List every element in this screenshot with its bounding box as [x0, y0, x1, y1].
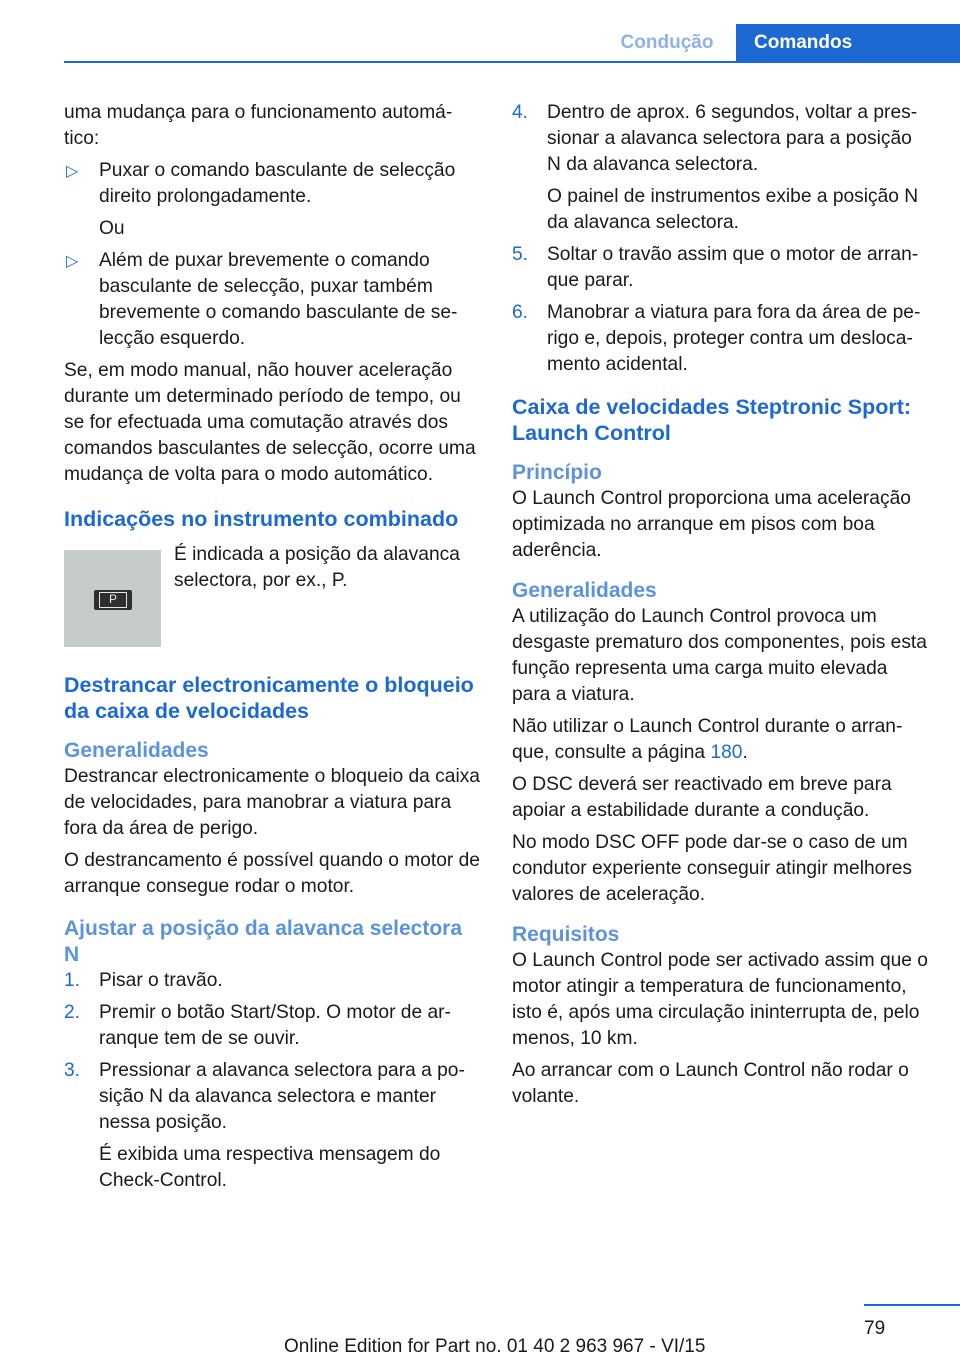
subheading-requisitos: Requisitos — [512, 923, 620, 946]
gear-letter: P — [99, 592, 127, 608]
bullet-list — [64, 248, 480, 352]
section-tab-conducao[interactable]: Condução — [620, 32, 714, 53]
paragraph-text: Não utilizar o Launch Control durante o arranque, consulte a página — [512, 716, 903, 763]
step-note: É exibida uma respectiva mensagem do Check-Control. — [99, 1144, 441, 1191]
subheading-generalidades: Generalidades — [512, 579, 657, 602]
heading-destrancar: Destrancar electronicamente o bloqueio da caixa de velocidades — [64, 673, 474, 723]
list-item — [64, 1058, 480, 1136]
step-note: O painel de instrumentos exibe a posição N da alavanca selectora. — [547, 186, 919, 233]
bullet-text: Puxar o comando basculante de selecção direito prolongadamente. — [99, 160, 456, 207]
step-number: 3. — [64, 1060, 81, 1081]
indicator-block — [64, 542, 480, 652]
subheading-generalidades: Generalidades — [64, 739, 209, 762]
heading-indicacoes: Indicações no instrumento combinado — [64, 507, 459, 531]
bullet-list — [64, 158, 480, 210]
intro-text: uma mudança para o funcionamento automático: — [64, 102, 453, 149]
steps-list — [512, 242, 930, 378]
list-item — [512, 100, 930, 178]
bullet-text: Além de puxar brevemente o comando basculante de selecção, puxar também brevemente o comando basculante de selecção esquerdo. — [99, 250, 458, 349]
step-text: Manobrar a viatura para fora da área de perigo e, depois, proteger contra um deslocamento acidental. — [547, 302, 921, 375]
page-header — [0, 0, 960, 62]
manual-paragraph: Se, em modo manual, não houver aceleração durante um determinado período de tempo, ou se for efectuada uma comutação através dos comandos basculantes de selecção, ocorre uma mudança de volta para o modo automático. — [64, 360, 476, 485]
heading-launch-control: Caixa de velocidades Steptronic Sport: Launch Control — [512, 395, 912, 445]
edition-text: Online Edition for Part no. 01 40 2 963 967 - VI/15 — [284, 1336, 706, 1357]
steps-list — [512, 100, 930, 178]
step-text: Premir o botão Start/Stop. O motor de arranque tem de se ouvir. — [99, 1002, 451, 1049]
step-text: Pressionar a alavanca selectora para a posição N da alavanca selectora e manter nessa posição. — [99, 1060, 465, 1133]
header-rule — [64, 61, 960, 63]
paragraph: Ao arrancar com o Launch Control não rodar o volante. — [512, 1060, 909, 1107]
right-column — [512, 100, 930, 1116]
or-text: Ou — [99, 218, 125, 239]
gear-display-icon — [94, 590, 132, 610]
paragraph: O Launch Control pode ser activado assim que o motor atingir a temperatura de funcionamento, isto é, após uma circulação ininterrupta de, pelo menos, 10 km. — [512, 950, 928, 1049]
paragraph: Destrancar electronicamente o bloqueio da caixa de velocidades, para manobrar a viatura para fora da área de perigo. — [64, 766, 480, 839]
step-number: 2. — [64, 1002, 81, 1023]
triangle-bullet-icon: ▷ — [66, 253, 79, 270]
step-number: 6. — [512, 302, 529, 323]
step-text: Dentro de aprox. 6 segundos, voltar a pressionar a alavanca selectora para a posição N da alavanca selectora. — [547, 102, 918, 175]
step-number: 1. — [64, 970, 81, 991]
step-text: Pisar o travão. — [99, 970, 223, 991]
triangle-bullet-icon: ▷ — [66, 163, 79, 180]
footer-rule — [864, 1304, 960, 1306]
step-text: Soltar o travão assim que o motor de arranque parar. — [547, 244, 919, 291]
gear-indicator-image — [64, 550, 161, 647]
step-number: 5. — [512, 244, 529, 265]
list-item — [64, 968, 480, 994]
section-tab-comandos[interactable]: Comandos — [736, 24, 960, 62]
list-item — [512, 300, 930, 378]
step-number: 4. — [512, 102, 529, 123]
paragraph: No modo DSC OFF pode dar-se o caso de um condutor experiente conseguir atingir melhores valores de aceleração. — [512, 832, 912, 905]
subheading-principio: Princípio — [512, 461, 602, 484]
left-column — [64, 100, 480, 1200]
subheading-ajustar: Ajustar a posição da alavanca selectora N — [64, 917, 463, 966]
paragraph: O Launch Control proporciona uma aceleração optimizada no arranque em pisos com boa aderência. — [512, 488, 911, 561]
paragraph: A utilização do Launch Control provoca um desgaste prematuro dos componentes, pois esta função representa uma carga muito elevada para a viatura. — [512, 606, 927, 705]
paragraph: O DSC deverá ser reactivado em breve para apoiar a estabilidade durante a condução. — [512, 774, 892, 821]
list-item — [512, 242, 930, 294]
steps-list — [64, 968, 480, 1136]
list-item — [64, 158, 480, 210]
page-reference-link[interactable]: 180 — [710, 742, 743, 763]
paragraph-text: . — [742, 742, 748, 763]
paragraph: O destrancamento é possível quando o motor de arranque consegue rodar o motor. — [64, 850, 480, 897]
list-item — [64, 1000, 480, 1052]
paragraph-with-link — [512, 714, 930, 766]
indicator-text: É indicada a posição da alavanca selectora, por ex., P. — [174, 544, 460, 591]
page-number: 79 — [864, 1318, 886, 1339]
list-item — [64, 248, 480, 352]
